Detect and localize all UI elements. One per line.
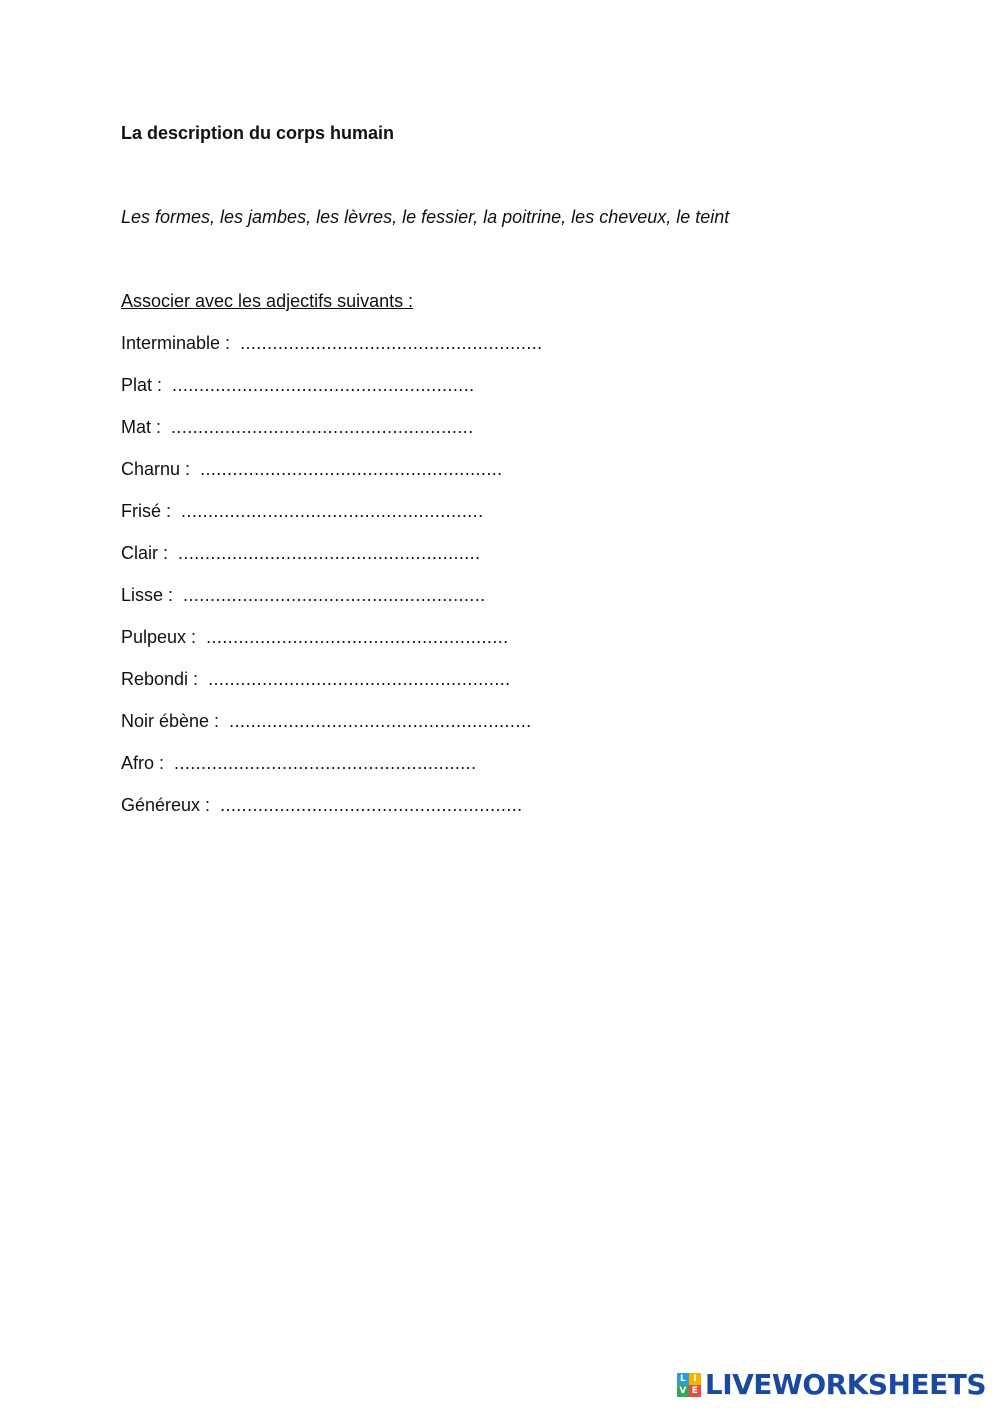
answer-blank[interactable]: ........................................................ <box>172 375 475 395</box>
answer-blank[interactable]: ........................................................ <box>183 585 486 605</box>
answer-blank[interactable]: ........................................................ <box>208 669 511 689</box>
answer-blank[interactable]: ........................................................ <box>174 753 477 773</box>
item-label: Généreux : <box>121 795 211 815</box>
page-title: La description du corps humain <box>121 123 395 143</box>
item-label: Mat : <box>121 417 162 437</box>
logo-icon <box>677 1373 701 1397</box>
item-label: Pulpeux : <box>121 627 197 647</box>
answer-blank[interactable]: ........................................................ <box>171 417 474 437</box>
list-item <box>121 794 543 836</box>
answer-blank[interactable]: ........................................................ <box>229 711 532 731</box>
list-item <box>121 458 543 500</box>
item-label: Plat : <box>121 375 163 395</box>
item-label: Lisse : <box>121 585 174 605</box>
item-label: Clair : <box>121 543 169 563</box>
adjective-list <box>121 332 543 836</box>
answer-blank[interactable]: ........................................................ <box>240 333 543 353</box>
list-item <box>121 332 543 374</box>
list-item <box>121 626 543 668</box>
answer-blank[interactable]: ........................................................ <box>206 627 509 647</box>
answer-blank[interactable]: ........................................................ <box>178 543 481 563</box>
list-item <box>121 416 543 458</box>
logo-letter: V <box>677 1385 689 1397</box>
answer-blank[interactable]: ........................................................ <box>220 795 523 815</box>
logo-letter: I <box>689 1373 701 1385</box>
answer-blank[interactable]: ........................................................ <box>200 459 503 479</box>
logo-text: LIVEWORKSHEETS <box>704 1368 986 1401</box>
list-item <box>121 584 543 626</box>
item-label: Noir ébène : <box>121 711 220 731</box>
list-item <box>121 500 543 542</box>
item-label: Afro : <box>121 753 165 773</box>
instruction: Associer avec les adjectifs suivants : <box>121 291 414 311</box>
list-item <box>121 710 543 752</box>
logo-letter: E <box>689 1385 701 1397</box>
word-list: Les formes, les jambes, les lèvres, le fessier, la poitrine, les cheveux, le teint <box>121 207 730 227</box>
item-label: Interminable : <box>121 333 231 353</box>
list-item <box>121 542 543 584</box>
liveworksheets-logo <box>677 1370 986 1400</box>
list-item <box>121 752 543 794</box>
logo-letter: L <box>677 1373 689 1385</box>
answer-blank[interactable]: ........................................................ <box>181 501 484 521</box>
item-label: Frisé : <box>121 501 172 521</box>
list-item <box>121 374 543 416</box>
list-item <box>121 668 543 710</box>
item-label: Rebondi : <box>121 669 199 689</box>
item-label: Charnu : <box>121 459 191 479</box>
